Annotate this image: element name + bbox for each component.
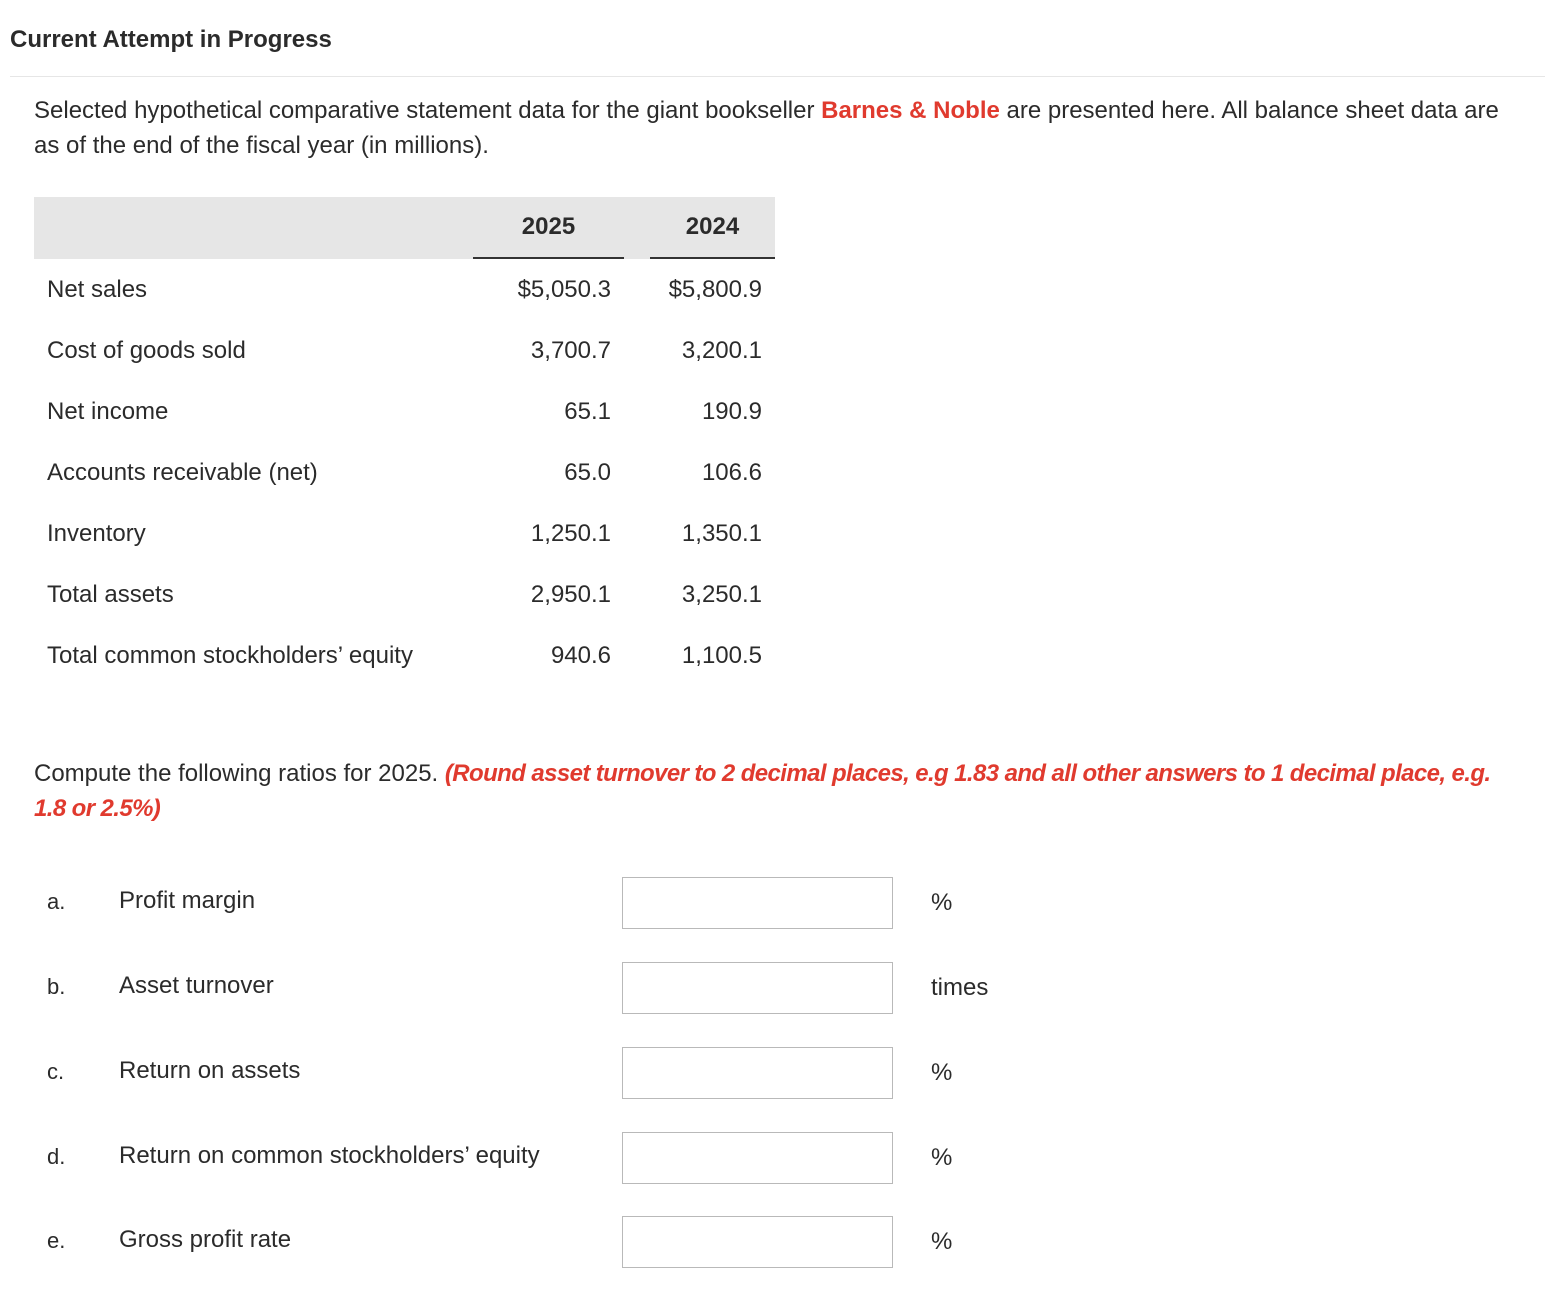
value-2024: 3,250.1 [681, 580, 762, 608]
table-header-label [34, 197, 473, 259]
table-row [34, 442, 775, 503]
question-letter: e. [47, 1228, 66, 1253]
intro-after: are presented here. All balance sheet data are as of the end of the fiscal year (in millions). [34, 97, 1499, 159]
table-row [34, 503, 775, 564]
prompt-text: Compute the following ratios for 2025. [34, 760, 445, 787]
question-letter: a. [47, 889, 66, 914]
question-letter: b. [47, 974, 66, 999]
unit-label: % [931, 1144, 953, 1171]
gross-profit-rate-input[interactable] [622, 1216, 893, 1268]
header-title: Current Attempt in Progress [10, 26, 332, 53]
unit-label: % [931, 1059, 953, 1086]
question-letter: c. [47, 1059, 65, 1084]
question-label: Asset turnover [119, 972, 274, 999]
row-label: Cost of goods sold [47, 336, 246, 364]
intro-text [34, 93, 1524, 163]
question-label: Return on common stockholders’ equity [119, 1142, 540, 1169]
table-row [34, 320, 775, 381]
value-2025: 2,950.1 [530, 580, 611, 608]
unit-label: times [931, 974, 989, 1001]
table-header-row [34, 197, 775, 259]
question-row-d [0, 1132, 1560, 1184]
column-gap [624, 197, 650, 259]
question-label: Profit margin [119, 887, 256, 914]
asset-turnover-input[interactable] [622, 962, 893, 1014]
intro-before: Selected hypothetical comparative statement data for the giant bookseller [34, 97, 822, 124]
row-label: Net income [47, 397, 169, 425]
table-row [34, 259, 775, 320]
row-label: Inventory [47, 519, 146, 547]
row-label: Net sales [47, 275, 148, 303]
value-2025: 3,700.7 [530, 336, 611, 364]
value-2024: 1,100.5 [681, 641, 762, 669]
value-2024: 190.9 [701, 397, 762, 425]
comparative-data-table [34, 197, 775, 686]
question-letter: d. [47, 1144, 66, 1169]
question-row-c [0, 1047, 1560, 1099]
column-header-2025: 2025 [473, 197, 624, 259]
value-2025: 65.0 [564, 458, 611, 486]
value-2024: 106.6 [701, 458, 762, 486]
question-prompt [34, 756, 1524, 826]
value-2025: 65.1 [564, 397, 611, 425]
row-label: Total assets [47, 580, 174, 608]
question-label: Return on assets [119, 1057, 301, 1084]
return-on-equity-input[interactable] [622, 1132, 893, 1184]
value-2025: $5,050.3 [517, 275, 611, 303]
question-label: Gross profit rate [119, 1226, 292, 1253]
value-2025: 940.6 [550, 641, 611, 669]
value-2024: 3,200.1 [681, 336, 762, 364]
header [10, 26, 1545, 77]
column-header-2024: 2024 [650, 197, 775, 259]
question-row-a [0, 877, 1560, 929]
return-on-assets-input[interactable] [622, 1047, 893, 1099]
profit-margin-input[interactable] [622, 877, 893, 929]
row-label: Total common stockholders’ equity [47, 641, 413, 669]
row-label: Accounts receivable (net) [47, 458, 318, 486]
table-row [34, 625, 775, 686]
value-2024: 1,350.1 [681, 519, 762, 547]
rounding-instruction: (Round asset turnover to 2 decimal places, e.g 1.83 and all other answers to 1 decimal place, e.g. 1.8 or 2.5%) [34, 760, 1491, 822]
table-row [34, 564, 775, 625]
question-row-b [0, 962, 1560, 1014]
unit-label: % [931, 889, 953, 916]
question-row-e [0, 1216, 1560, 1268]
table-row [34, 381, 775, 442]
value-2024: $5,800.9 [668, 275, 762, 303]
unit-label: % [931, 1228, 953, 1255]
brand-name: Barnes & Noble [821, 97, 1000, 124]
value-2025: 1,250.1 [530, 519, 611, 547]
